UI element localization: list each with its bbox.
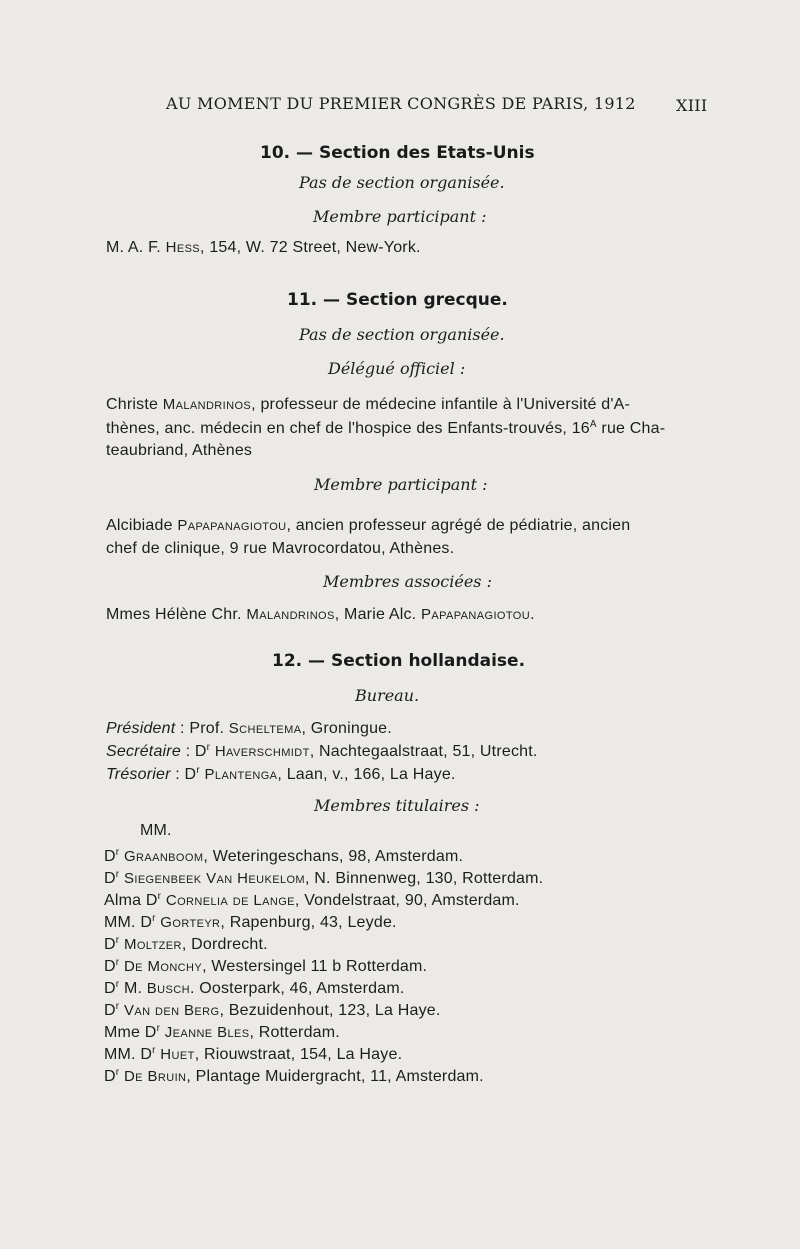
member-row bbox=[104, 1024, 340, 1041]
member-address: , Westersingel 11 b Rotterdam. bbox=[202, 958, 428, 975]
delegate-line-3: teaubriand, Athènes bbox=[106, 442, 253, 459]
member-address: , Rotterdam. bbox=[249, 1024, 340, 1041]
member-name: Busch bbox=[146, 980, 190, 997]
member-name: De Bruin bbox=[123, 1068, 187, 1085]
running-header bbox=[166, 96, 636, 112]
member-address: , N. Binnenweg, 130, Rotterdam. bbox=[304, 870, 544, 887]
member-address: . Oosterpark, 46, Amsterdam. bbox=[189, 980, 405, 997]
member-prefix: MM. D bbox=[104, 1046, 153, 1063]
member-address: , Bezuidenhout, 123, La Haye. bbox=[219, 1002, 441, 1019]
member-title-sup: r bbox=[115, 979, 120, 990]
member-title-sup: r bbox=[115, 1067, 120, 1078]
member-prefix: Alma D bbox=[104, 892, 158, 909]
delegate-line-2: thènes, anc. médecin en chef de l'hospice des Enfants-trouvés, $16^A$ rue Cha- bbox=[106, 419, 666, 437]
member-row bbox=[104, 1068, 484, 1085]
section-10-role: Membre participant : bbox=[313, 207, 487, 226]
member-name: Huet bbox=[160, 1046, 195, 1063]
member-title-sup: r bbox=[157, 891, 162, 902]
mm-label: MM. bbox=[140, 822, 172, 839]
member-prefix: D bbox=[104, 980, 116, 997]
participant-name: Papapanagiotou bbox=[177, 517, 287, 534]
member-row bbox=[104, 958, 427, 975]
member-address: , Vondelstraat, 90, Amsterdam. bbox=[294, 892, 520, 909]
member-title-sup: r bbox=[115, 1001, 120, 1012]
member-title-sup: r bbox=[115, 869, 120, 880]
section-11-note: Pas de section organisée. bbox=[299, 325, 505, 344]
member-row bbox=[104, 980, 405, 997]
participant-line-1: Alcibiade Papapanagiotou, ancien professeur agrégé de pédiatrie, ancien bbox=[106, 517, 631, 534]
delegate-name: Malandrinos bbox=[162, 396, 252, 413]
header-title: AU MOMENT DU PREMIER CONGRÈS DE PARIS, 1912 bbox=[166, 94, 636, 113]
member-prefix: Mme D bbox=[104, 1024, 157, 1041]
member-address: , Rapenburg, 43, Leyde. bbox=[220, 914, 397, 931]
bureau-president: Président : Prof. Scheltema, Groningue. bbox=[106, 720, 392, 737]
member-title-sup: r bbox=[115, 847, 120, 858]
section-11-heading: 11. — Section grecque. bbox=[287, 290, 508, 310]
member-name: Moltzer bbox=[123, 936, 182, 953]
member-title-sup: r bbox=[156, 1023, 161, 1034]
member-row bbox=[104, 870, 543, 887]
member-address: , Riouwstraat, 154, La Haye. bbox=[194, 1046, 403, 1063]
member-name: Hess bbox=[165, 239, 201, 256]
member-title-sup: r bbox=[115, 957, 120, 968]
section-12-bureau: Bureau. bbox=[355, 686, 420, 705]
member-address: , Weteringeschans, 98, Amsterdam. bbox=[203, 848, 464, 865]
member-prefix: D bbox=[104, 848, 116, 865]
member-prefix: D bbox=[104, 1002, 116, 1019]
section-11-role-delegate: Délégué officiel : bbox=[328, 359, 466, 378]
member-title-sup: r bbox=[152, 913, 156, 924]
member-prefix: D bbox=[104, 936, 116, 953]
member-spacer: M. bbox=[119, 980, 147, 997]
member-row bbox=[104, 936, 268, 953]
section-11-role-associates: Membres associées : bbox=[323, 572, 492, 591]
member-address: , Dordrecht. bbox=[181, 936, 268, 953]
member-name: Gorteyr bbox=[160, 914, 221, 931]
member-prefix: D bbox=[104, 870, 116, 887]
member-name: Jeanne Bles bbox=[164, 1024, 250, 1041]
member-row bbox=[104, 892, 520, 909]
member-row bbox=[104, 848, 463, 865]
delegate-line-1: Christe Malandrinos, professeur de médecine infantile à l'Université d'A- bbox=[106, 396, 631, 413]
associates-line: Mmes Hélène Chr. Malandrinos, Marie Alc. Papapanagiotou. bbox=[106, 606, 535, 623]
member-title-sup: r bbox=[115, 935, 120, 946]
member-row bbox=[104, 1002, 441, 1019]
member-name: Graanboom bbox=[123, 848, 204, 865]
member-name: Van den Berg bbox=[123, 1002, 220, 1019]
section-11-role-participant: Membre participant : bbox=[314, 475, 488, 494]
member-name: De Monchy bbox=[123, 958, 203, 975]
member-name: Siegenbeek Van Heukelom bbox=[123, 870, 305, 887]
section-10-member: M. A. F. Hess, 154, W. 72 Street, New-York. bbox=[106, 239, 421, 256]
member-prefix: D bbox=[104, 1068, 116, 1085]
section-10-heading: 10. — Section des Etats-Unis bbox=[260, 143, 535, 163]
member-title-sup: r bbox=[152, 1045, 156, 1056]
member-prefix: MM. D bbox=[104, 914, 153, 931]
section-10-note: Pas de section organisée. bbox=[299, 173, 505, 192]
page-number: XIII bbox=[676, 96, 708, 115]
member-row bbox=[104, 914, 397, 931]
member-address: , Plantage Muidergracht, 11, Amsterdam. bbox=[186, 1068, 484, 1085]
member-row bbox=[104, 1046, 402, 1063]
participant-line-2: chef de clinique, 9 rue Mavrocordatou, Athènes. bbox=[106, 540, 455, 557]
section-12-heading: 12. — Section hollandaise. bbox=[272, 651, 526, 671]
member-prefix: D bbox=[104, 958, 116, 975]
member-name: Cornelia de Lange bbox=[165, 892, 295, 909]
section-12-titulaires: Membres titulaires : bbox=[314, 796, 480, 815]
bureau-tresorier: Trésorier : $D^r$ Plantenga, Laan, v., 166, La Haye. bbox=[106, 765, 456, 783]
bureau-secretaire: Secrétaire : $D^r$ Haverschmidt, Nachtegaalstraat, 51, Utrecht. bbox=[106, 742, 538, 760]
